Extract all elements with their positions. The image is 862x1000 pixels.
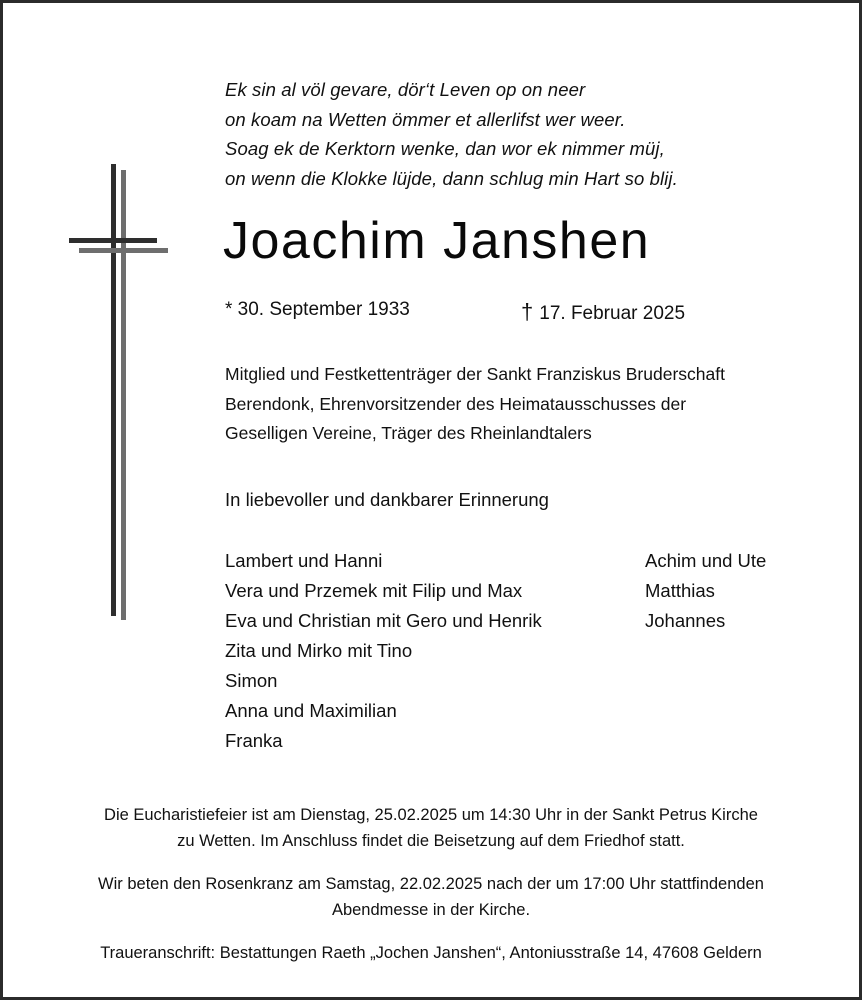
rosary-notice bbox=[3, 871, 859, 923]
cross-horizontal-light bbox=[79, 248, 168, 253]
mourner: Johannes bbox=[645, 610, 726, 631]
poem-line: on wenn die Klokke lüjde, dann schlug min Hart so blij. bbox=[225, 167, 678, 189]
description-line: Berendonk, Ehrenvorsitzender des Heimatausschusses der bbox=[225, 393, 687, 414]
deceased-name: Joachim Janshen bbox=[223, 212, 651, 270]
birth-date: * 30. September 1933 bbox=[225, 299, 410, 320]
description-line: Mitglied und Festkettenträger der Sankt Franziskus Bruderschaft bbox=[225, 364, 725, 384]
mourner: Anna und Maximilian bbox=[225, 700, 397, 721]
mourner: Simon bbox=[225, 670, 278, 691]
mourner: Franka bbox=[225, 730, 283, 751]
notice-line: Abendmesse in der Kirche. bbox=[331, 901, 531, 919]
poem-line: on koam na Wetten ömmer et allerlifst wer weer. bbox=[225, 108, 626, 130]
obituary-page bbox=[3, 3, 859, 997]
mourners-left-column bbox=[225, 546, 542, 756]
death-date: 17. Februar 2025 bbox=[539, 303, 686, 324]
memory-line: In liebevoller und dankbarer Erinnerung bbox=[225, 489, 549, 510]
mourner: Matthias bbox=[645, 580, 715, 601]
mourner: Zita und Mirko mit Tino bbox=[225, 640, 413, 661]
mass-notice bbox=[3, 802, 859, 854]
death-date-group bbox=[521, 299, 685, 325]
cross-horizontal-dark bbox=[69, 238, 157, 243]
poem-line: Ek sin al völ gevare, dör‘t Leven op on neer bbox=[225, 79, 586, 100]
cross-icon bbox=[3, 3, 203, 633]
mourner: Lambert und Hanni bbox=[225, 550, 383, 571]
mourner: Achim und Ute bbox=[645, 550, 767, 571]
description-line: Geselligen Vereine, Träger des Rheinlandtalers bbox=[225, 423, 592, 443]
mourners-right-column bbox=[645, 546, 766, 636]
mourning-address: Traueranschrift: Bestattungen Raeth „Jochen Janshen“, Antoniusstraße 14, 47608 Geldern bbox=[100, 944, 762, 962]
poem-line: Soag ek de Kerktorn wenke, dan wor ek nimmer müj, bbox=[225, 138, 665, 159]
cross-vertical-dark bbox=[111, 164, 116, 616]
notice-line: Wir beten den Rosenkranz am Samstag, 22.02.2025 nach der um 17:00 Uhr stattfindenden bbox=[98, 875, 764, 893]
poem bbox=[225, 75, 678, 193]
mourner: Vera und Przemek mit Filip und Max bbox=[225, 580, 523, 601]
cross-vertical-light bbox=[121, 170, 126, 620]
mourner: Eva und Christian mit Gero und Henrik bbox=[225, 610, 542, 631]
description bbox=[225, 360, 725, 449]
notice-line: zu Wetten. Im Anschluss findet die Beisetzung auf dem Friedhof statt. bbox=[177, 832, 685, 850]
notice-line: Die Eucharistiefeier ist am Dienstag, 25.02.2025 um 14:30 Uhr in der Sankt Petrus Kirche bbox=[104, 806, 758, 824]
dagger-icon: † bbox=[521, 299, 534, 324]
